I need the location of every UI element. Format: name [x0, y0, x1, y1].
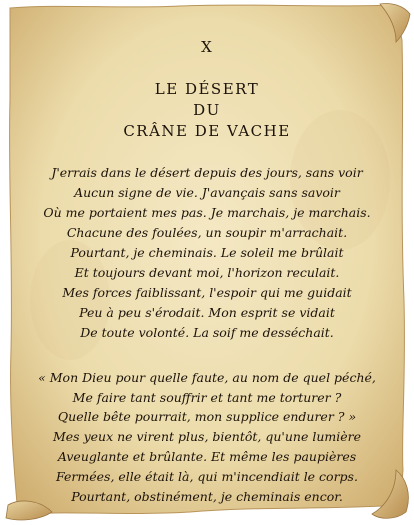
verse-line: Fermées, elle était là, qui m'incendiait le corps.: [56, 469, 358, 484]
verse-line: J'errais dans le désert depuis des jours, sans voir: [51, 165, 363, 180]
verse-line: Aveuglante et brûlante. Et même les paupières: [57, 449, 357, 464]
verse-line: Chacune des foulées, un soupir m'arrachait.: [66, 225, 348, 240]
verse-line: Peu à peu s'érodait. Mon esprit se vidait: [79, 305, 335, 320]
verse-line: Quelle bête pourrait, mon supplice endurer ? »: [57, 409, 357, 424]
poem-title-line-2: DU: [193, 101, 221, 119]
verse-line: Me faire tant souffrir et tant me torturer ?: [72, 390, 342, 405]
chapter-number: X: [201, 38, 213, 56]
poem-title-line-1: LE DÉSERT: [154, 80, 260, 98]
verse-line: De toute volonté. La soif me desséchait.: [80, 325, 334, 340]
verse-line: Où me portaient mes pas. Je marchais, je marchais.: [43, 205, 371, 220]
verse-line: Et toujours devant moi, l'horizon reculait.: [74, 265, 340, 280]
verse-line: Aucun signe de vie. J'avançais sans savoir: [74, 185, 340, 200]
verse-line: Mes forces faiblissant, l'espoir qui me guidait: [62, 285, 352, 300]
verse-line: Mes yeux ne virent plus, bientôt, qu'une lumière: [52, 429, 362, 444]
verse-line: Pourtant, je cheminais. Le soleil me brûlait: [70, 245, 344, 260]
verse-line: Pourtant, obstinément, je cheminais encor.: [71, 489, 343, 504]
verse-line: « Mon Dieu pour quelle faute, au nom de quel péché,: [38, 370, 376, 385]
poem-title-line-3: CRÂNE DE VACHE: [123, 122, 291, 140]
